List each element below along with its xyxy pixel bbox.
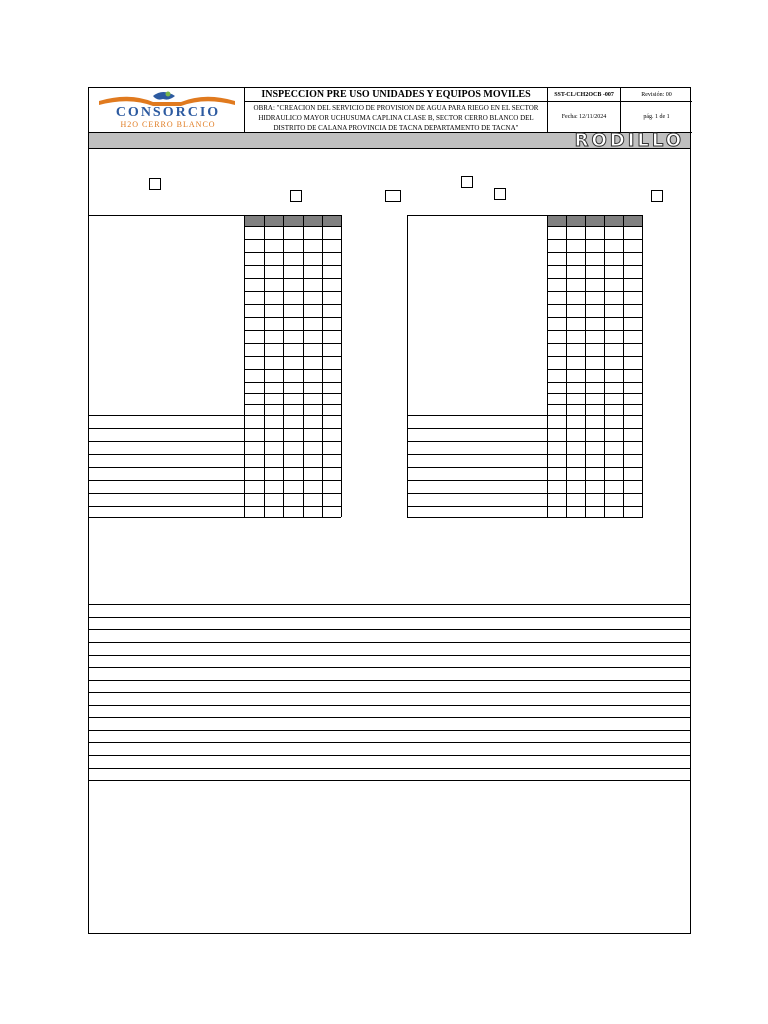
page-number: pág. 1 de 1 [621,102,692,133]
logo-name: CONSORCIO [115,105,221,120]
date-label: Fecha: 12/11/2024 [548,102,621,133]
checklist-table-left [89,215,343,519]
document-code: SST-CL/CH2OCB -007 [548,88,621,102]
signature-area [89,781,690,933]
equipment-band [89,130,690,151]
revision-label: Revisión: 00 [621,88,692,102]
checkbox[interactable] [494,188,506,200]
logo-subtitle: H2O CERRO BLANCO [120,120,216,129]
checklist-table-right [407,215,645,519]
form-title: INSPECCION PRE USO UNIDADES Y EQUIPOS MOVILES [245,88,548,102]
equipment-name: RODILLO [574,130,684,151]
checkbox[interactable] [290,190,302,202]
checkbox[interactable] [149,178,161,190]
checkbox[interactable] [461,176,473,188]
inspection-form [88,87,691,934]
logo-cell [89,88,245,133]
checkbox[interactable] [651,190,663,202]
observations-lines [89,603,690,785]
project-description: OBRA: "CREACION DEL SERVICIO DE PROVISION DE AGUA PARA RIEGO EN EL SECTOR HIDRAULICO MAYOR UCHUSUMA CAPLINA CLASE B, SECTOR CERRO BLANCO DEL DISTRITO DE CALANA PROVINCIA DE TACNA DEPARTAMENTO DE TACNA" [245,102,548,133]
checkbox[interactable] [385,190,401,202]
